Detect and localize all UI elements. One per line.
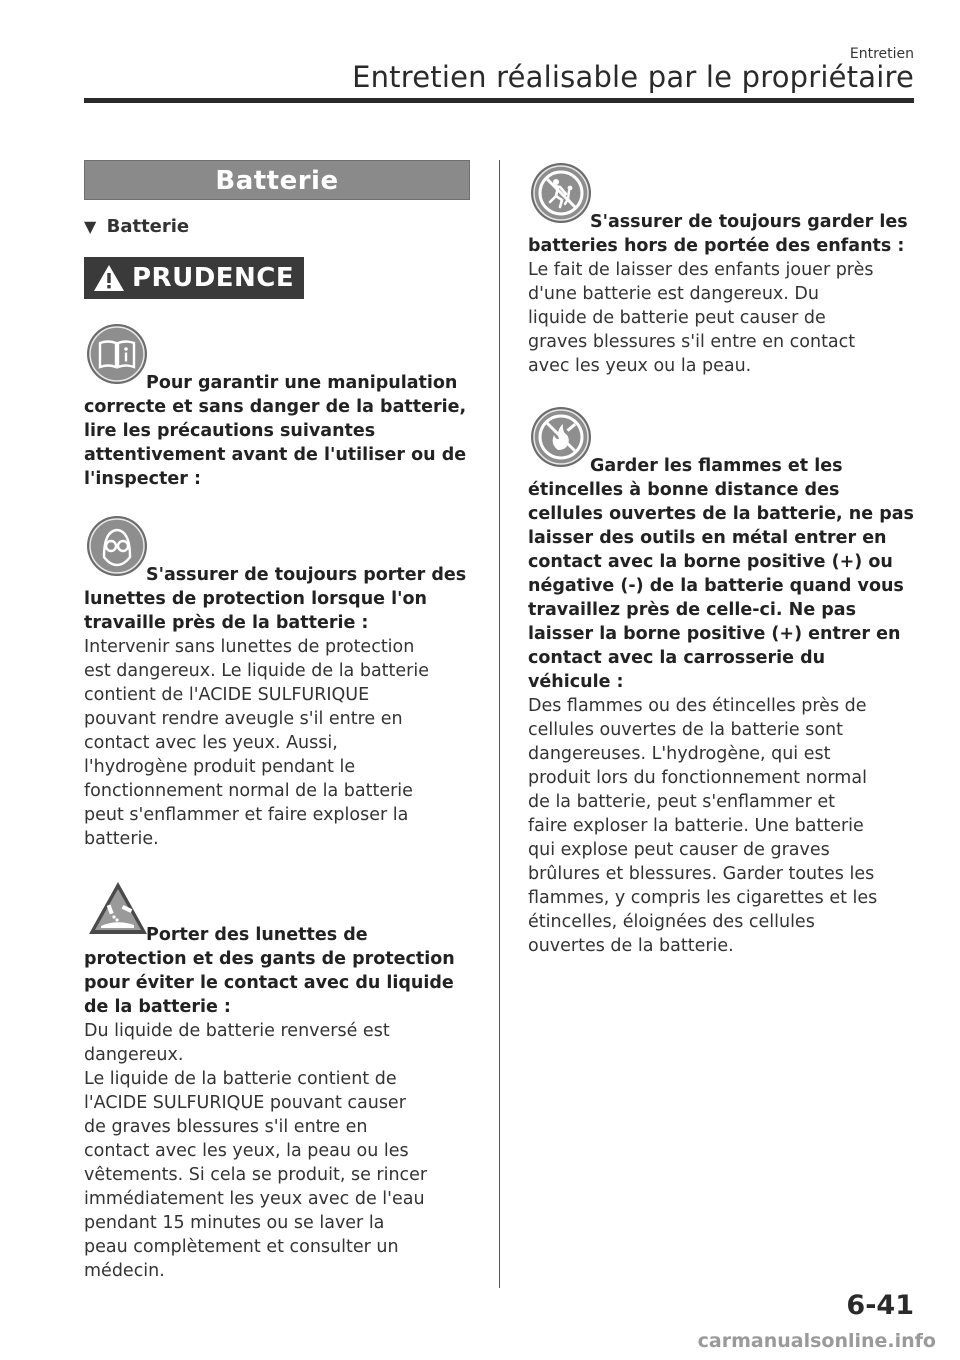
item-body-line: l'ACIDE SULFURIQUE pouvant causer bbox=[84, 1093, 406, 1113]
chapter-label: Entretien bbox=[849, 46, 914, 62]
item-body-line: pendant 15 minutes ou se laver la bbox=[84, 1213, 385, 1233]
item-lead-line: lire les précautions suivantes bbox=[84, 421, 376, 441]
item-body-line: est dangereux. Le liquide de la batterie bbox=[84, 661, 429, 681]
item-body-line: liquide de batterie peut causer de bbox=[528, 308, 826, 328]
subsection-heading bbox=[84, 216, 470, 237]
section-title-bar: Batterie bbox=[84, 160, 470, 200]
corrosive-warning-icon bbox=[86, 879, 150, 937]
item-lead-line: Garder les flammes et les bbox=[590, 456, 843, 476]
item-body-line: médecin. bbox=[84, 1261, 165, 1281]
item-lead-line: correcte et sans danger de la batterie, bbox=[84, 397, 467, 417]
item-body-line: Le liquide de la batterie contient de bbox=[84, 1069, 397, 1089]
item-lead-line: étincelles à bonne distance des bbox=[528, 480, 840, 500]
item-lead-line: Porter des lunettes de bbox=[146, 925, 368, 945]
warning-item-goggles bbox=[84, 515, 470, 851]
column-divider bbox=[499, 160, 500, 1288]
warning-item-manual bbox=[84, 323, 470, 491]
item-lead-line: lunettes de protection lorsque l'on bbox=[84, 589, 427, 609]
warning-item-flames bbox=[528, 406, 916, 958]
item-lead-line: laisser la borne positive (+) entrer en bbox=[528, 624, 901, 644]
item-lead-line: batteries hors de portée des enfants : bbox=[528, 236, 905, 256]
item-lead-line: attentivement avant de l'utiliser ou de bbox=[84, 445, 467, 465]
right-column bbox=[528, 162, 916, 958]
caution-banner bbox=[84, 257, 304, 299]
left-column bbox=[84, 160, 470, 1283]
item-lead-line: l'inspecter : bbox=[84, 469, 201, 489]
item-body-line: de graves blessures s'il entre en bbox=[84, 1117, 368, 1137]
item-lead-line: véhicule : bbox=[528, 672, 624, 692]
watermark: carmanualsonline.info bbox=[697, 1330, 936, 1352]
subsection-title: Batterie bbox=[106, 216, 190, 237]
item-body-line: pouvant rendre aveugle s'il entre en bbox=[84, 709, 403, 729]
page-number: 6-41 bbox=[846, 1290, 914, 1321]
item-lead-line: pour éviter le contact avec du liquide bbox=[84, 973, 454, 993]
item-body-line: avec les yeux ou la peau. bbox=[528, 356, 752, 376]
item-body-line: peut s'enflammer et faire exploser la bbox=[84, 805, 409, 825]
item-body-line: immédiatement les yeux avec de l'eau bbox=[84, 1189, 425, 1209]
item-body-line: dangereuses. L'hydrogène, qui est bbox=[528, 744, 831, 764]
item-body-line: contact avec les yeux. Aussi, bbox=[84, 733, 338, 753]
item-lead-line: travaille près de la batterie : bbox=[84, 613, 369, 633]
item-body-line: produit lors du fonctionnement normal bbox=[528, 768, 867, 788]
item-lead-line: contact avec la borne positive (+) ou bbox=[528, 552, 893, 572]
item-body-line: flammes, y compris les cigarettes et les bbox=[528, 888, 878, 908]
item-lead-line: négative (-) de la batterie quand vous bbox=[528, 576, 904, 596]
item-lead-line: contact avec la carrosserie du bbox=[528, 648, 826, 668]
item-body-line: cellules ouvertes de la batterie sont bbox=[528, 720, 844, 740]
caution-label: PRUDENCE bbox=[132, 263, 295, 293]
warning-item-children bbox=[528, 162, 916, 378]
item-lead-line: S'assurer de toujours porter des bbox=[146, 565, 467, 585]
item-lead-line: laisser des outils en métal entrer en bbox=[528, 528, 887, 548]
item-body-line: Intervenir sans lunettes de protection bbox=[84, 637, 415, 657]
item-body-line: contient de l'ACIDE SULFURIQUE bbox=[84, 685, 370, 705]
item-body-line: contact avec les yeux, la peau ou les bbox=[84, 1141, 409, 1161]
item-lead-line: protection et des gants de protection bbox=[84, 949, 455, 969]
item-body-line: qui explose peut causer de graves bbox=[528, 840, 830, 860]
warning-triangle-icon bbox=[92, 263, 126, 293]
header-rule bbox=[84, 98, 914, 103]
item-body-line: Du liquide de batterie renversé est bbox=[84, 1021, 390, 1041]
item-body-line: vêtements. Si cela se produit, se rincer bbox=[84, 1165, 428, 1185]
item-lead-line: S'assurer de toujours garder les bbox=[590, 212, 908, 232]
item-body-line: de la batterie, peut s'enflammer et bbox=[528, 792, 836, 812]
item-body-line: fonctionnement normal de la batterie bbox=[84, 781, 413, 801]
item-body-line: étincelles, éloignées des cellules bbox=[528, 912, 815, 932]
item-body-line: faire exploser la batterie. Une batterie bbox=[528, 816, 864, 836]
item-lead-line: travaillez près de celle-ci. Ne pas bbox=[528, 600, 857, 620]
warning-item-corrosive bbox=[84, 879, 470, 1283]
item-body-line: dangereux. bbox=[84, 1045, 184, 1065]
item-body-line: batterie. bbox=[84, 829, 159, 849]
item-body-line: graves blessures s'il entre en contact bbox=[528, 332, 856, 352]
section-header-title: Entretien réalisable par le propriétaire bbox=[352, 60, 914, 94]
item-body-line: brûlures et blessures. Garder toutes les bbox=[528, 864, 875, 884]
triangle-marker-icon: ▼ bbox=[84, 217, 97, 236]
item-body-line: ouvertes de la batterie. bbox=[528, 936, 734, 956]
item-body-line: l'hydrogène produit pendant le bbox=[84, 757, 356, 777]
item-body-line: Des flammes ou des étincelles près de bbox=[528, 696, 867, 716]
item-body-line: peau complètement et consulter un bbox=[84, 1237, 399, 1257]
item-body-line: d'une batterie est dangereux. Du bbox=[528, 284, 819, 304]
item-lead-line: de la batterie : bbox=[84, 997, 231, 1017]
item-lead-line: Pour garantir une manipulation bbox=[146, 373, 458, 393]
item-lead-line: cellules ouvertes de la batterie, ne pas bbox=[528, 504, 914, 524]
item-body-line: Le fait de laisser des enfants jouer près bbox=[528, 260, 874, 280]
